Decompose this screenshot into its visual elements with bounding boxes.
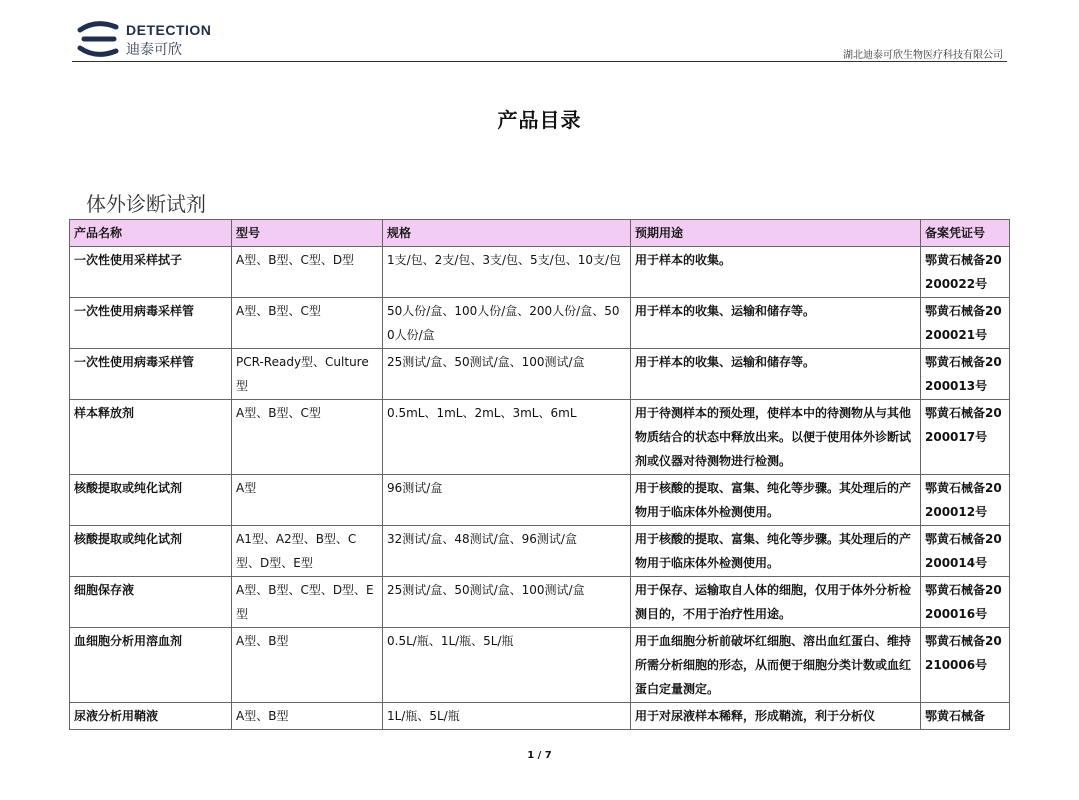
specification-cell: 1支/包、2支/包、3支/包、5支/包、10支/包 xyxy=(383,247,631,298)
model-cell: A型、B型 xyxy=(232,628,383,703)
registration-number-cell: 鄂黄石械备 xyxy=(921,703,1010,730)
model-cell: A1型、A2型、B型、C型、D型、E型 xyxy=(232,526,383,577)
registration-number-cell: 鄂黄石械备20200017号 xyxy=(921,400,1010,475)
specification-cell: 0.5mL、1mL、2mL、3mL、6mL xyxy=(383,400,631,475)
product-name-cell: 核酸提取或纯化试剂 xyxy=(70,526,232,577)
registration-number-cell: 鄂黄石械备20200021号 xyxy=(921,298,1010,349)
product-name-cell: 尿液分析用鞘液 xyxy=(70,703,232,730)
intended-use-cell: 用于样本的收集、运输和储存等。 xyxy=(631,298,921,349)
registration-number-cell: 鄂黄石械备20200022号 xyxy=(921,247,1010,298)
table-row xyxy=(70,400,1010,475)
brand-name-english: DETECTION xyxy=(126,22,212,38)
table-row xyxy=(70,349,1010,400)
product-name-cell: 一次性使用采样拭子 xyxy=(70,247,232,298)
product-name-cell: 一次性使用病毒采样管 xyxy=(70,349,232,400)
table-row xyxy=(70,475,1010,526)
company-name: 湖北迪泰可欣生物医疗科技有限公司 xyxy=(843,50,1003,61)
product-name-cell: 血细胞分析用溶血剂 xyxy=(70,628,232,703)
specification-cell: 25测试/盒、50测试/盒、100测试/盒 xyxy=(383,349,631,400)
column-header-specification: 规格 xyxy=(383,220,631,247)
model-cell: A型、B型、C型、D型、E型 xyxy=(232,577,383,628)
table-header-row xyxy=(70,220,1010,247)
product-name-cell: 一次性使用病毒采样管 xyxy=(70,298,232,349)
intended-use-cell: 用于血细胞分析前破坏红细胞、溶出血红蛋白、维持所需分析细胞的形态，从而便于细胞分类计数或血红蛋白定量测定。 xyxy=(631,628,921,703)
intended-use-cell: 用于核酸的提取、富集、纯化等步骤。其处理后的产物用于临床体外检测使用。 xyxy=(631,475,921,526)
specification-cell: 96测试/盒 xyxy=(383,475,631,526)
detection-logo-icon xyxy=(76,21,122,57)
model-cell: A型 xyxy=(232,475,383,526)
table-row xyxy=(70,526,1010,577)
intended-use-cell: 用于样本的收集、运输和储存等。 xyxy=(631,349,921,400)
table-row xyxy=(70,628,1010,703)
document-title: 产品目录 xyxy=(497,108,582,132)
column-header-intended-use: 预期用途 xyxy=(631,220,921,247)
table-row xyxy=(70,247,1010,298)
company-logo xyxy=(76,20,216,60)
registration-number-cell: 鄂黄石械备20200014号 xyxy=(921,526,1010,577)
specification-cell: 1L/瓶、5L/瓶 xyxy=(383,703,631,730)
page-number: 1 / 7 xyxy=(527,750,552,761)
model-cell: A型、B型、C型、D型 xyxy=(232,247,383,298)
product-name-cell: 细胞保存液 xyxy=(70,577,232,628)
product-name-cell: 核酸提取或纯化试剂 xyxy=(70,475,232,526)
intended-use-cell: 用于待测样本的预处理，使样本中的待测物从与其他物质结合的状态中释放出来。以便于使用体外诊断试剂或仪器对待测物进行检测。 xyxy=(631,400,921,475)
model-cell: A型、B型、C型 xyxy=(232,298,383,349)
intended-use-cell: 用于核酸的提取、富集、纯化等步骤。其处理后的产物用于临床体外检测使用。 xyxy=(631,526,921,577)
model-cell: PCR-Ready型、Culture型 xyxy=(232,349,383,400)
header-divider xyxy=(72,61,1007,62)
table-row xyxy=(70,298,1010,349)
specification-cell: 25测试/盒、50测试/盒、100测试/盒 xyxy=(383,577,631,628)
registration-number-cell: 鄂黄石械备20200012号 xyxy=(921,475,1010,526)
brand-name-chinese: 迪泰可欣 xyxy=(126,42,182,58)
column-header-registration-number: 备案凭证号 xyxy=(921,220,1010,247)
intended-use-cell: 用于对尿液样本稀释，形成鞘流，利于分析仪 xyxy=(631,703,921,730)
product-name-cell: 样本释放剂 xyxy=(70,400,232,475)
specification-cell: 50人份/盒、100人份/盒、200人份/盒、500人份/盒 xyxy=(383,298,631,349)
intended-use-cell: 用于保存、运输取自人体的细胞，仅用于体外分析检测目的，不用于治疗性用途。 xyxy=(631,577,921,628)
table-row xyxy=(70,577,1010,628)
registration-number-cell: 鄂黄石械备20200016号 xyxy=(921,577,1010,628)
product-table xyxy=(69,219,1010,730)
column-header-product-name: 产品名称 xyxy=(70,220,232,247)
registration-number-cell: 鄂黄石械备20210006号 xyxy=(921,628,1010,703)
intended-use-cell: 用于样本的收集。 xyxy=(631,247,921,298)
model-cell: A型、B型、C型 xyxy=(232,400,383,475)
table-row xyxy=(70,703,1010,730)
section-title: 体外诊断试剂 xyxy=(86,192,206,216)
model-cell: A型、B型 xyxy=(232,703,383,730)
column-header-model: 型号 xyxy=(232,220,383,247)
specification-cell: 32测试/盒、48测试/盒、96测试/盒 xyxy=(383,526,631,577)
specification-cell: 0.5L/瓶、1L/瓶、5L/瓶 xyxy=(383,628,631,703)
registration-number-cell: 鄂黄石械备20200013号 xyxy=(921,349,1010,400)
